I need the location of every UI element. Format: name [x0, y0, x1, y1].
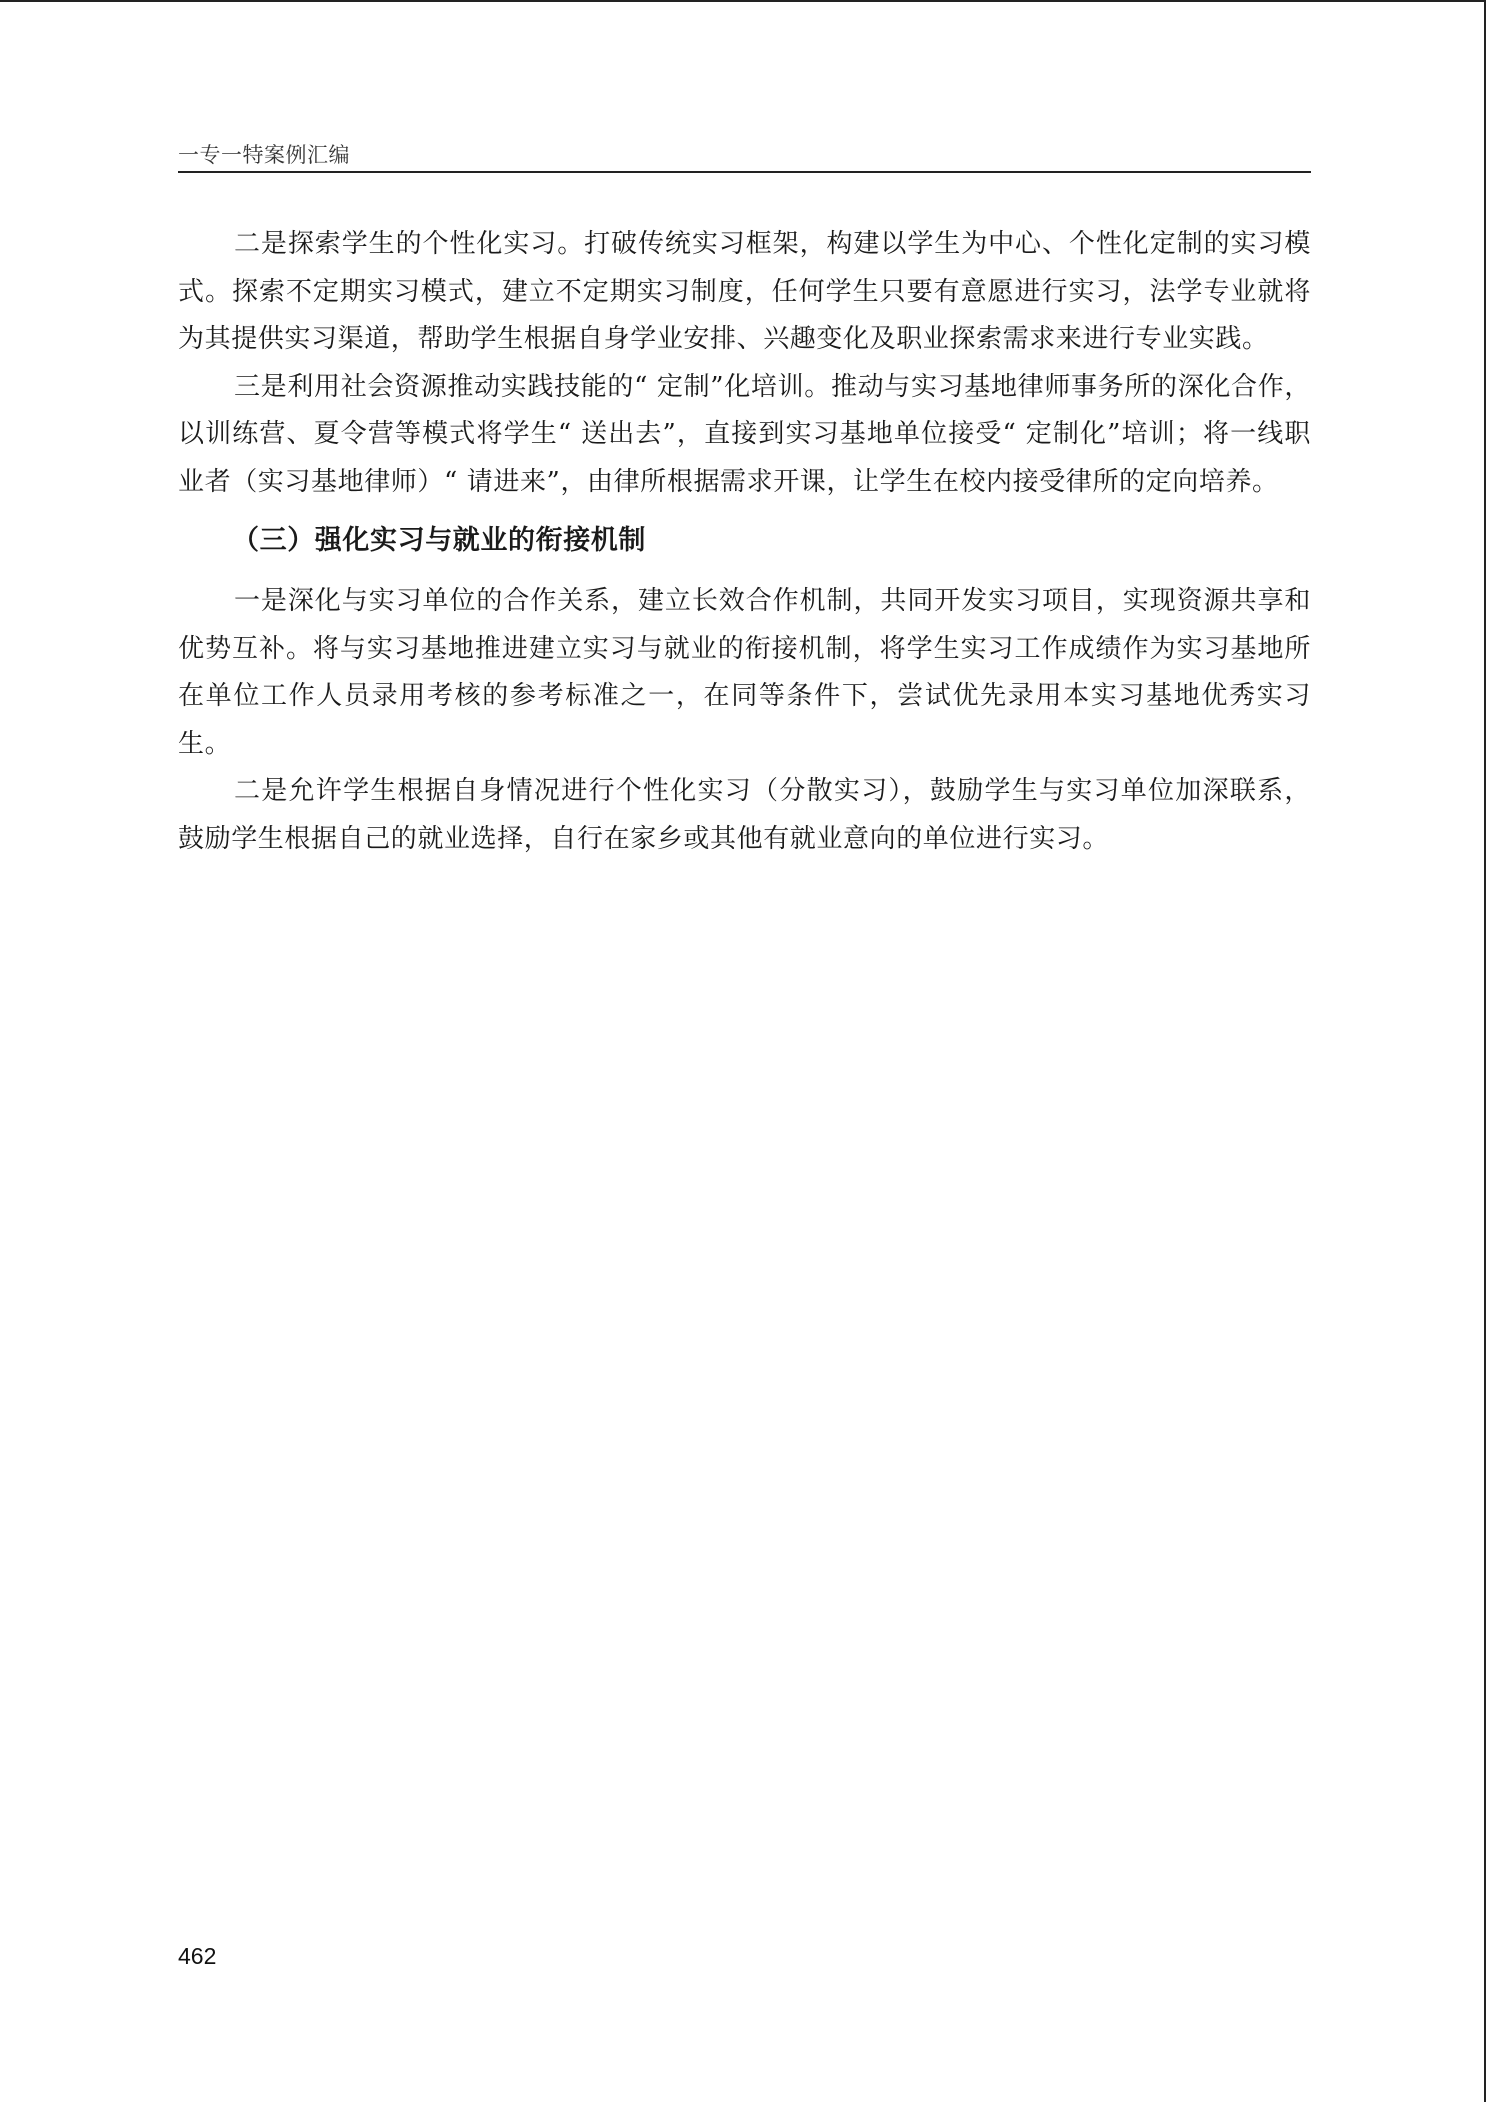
body-paragraph: 二是探索学生的个性化实习。打破传统实习框架，构建以学生为中心、个性化定制的实习模式。探索不定期实习模式，建立不定期实习制度，任何学生只要有意愿进行实习，法学专业就将为其提供实习渠道，帮助学生根据自身学业安排、兴趣变化及职业探索需求来进行专业实践。	[178, 229, 1311, 354]
body-paragraph: 二是允许学生根据自身情况进行个性化实习（分散实习），鼓励学生与实习单位加深联系，鼓励学生根据自己的就业选择，自行在家乡或其他有就业意向的单位进行实习。	[178, 776, 1311, 854]
running-header-title: 一专一特案例汇编	[178, 143, 350, 167]
page-body	[178, 221, 1311, 863]
body-paragraph: 一是深化与实习单位的合作关系，建立长效合作机制，共同开发实习项目，实现资源共享和优势互补。将与实习基地推进建立实习与就业的衔接机制，将学生实习工作成绩作为实习基地所在单位工作人员录用考核的参考标准之一，在同等条件下，尝试优先录用本实习基地优秀实习生。	[178, 586, 1311, 759]
running-header	[178, 140, 1311, 173]
page-number: 462	[178, 1943, 217, 1969]
body-paragraph: 三是利用社会资源推动实践技能的“ 定制”化培训。推动与实习基地律师事务所的深化合作，以训练营、夏令营等模式将学生“ 送出去”，直接到实习基地单位接受“ 定制化”培训；将一线职业者（实习基地律师）“ 请进来”，由律所根据需求开课，让学生在校内接受律所的定向培养。	[178, 371, 1311, 497]
section-heading: （三）强化实习与就业的衔接机制	[232, 525, 646, 556]
